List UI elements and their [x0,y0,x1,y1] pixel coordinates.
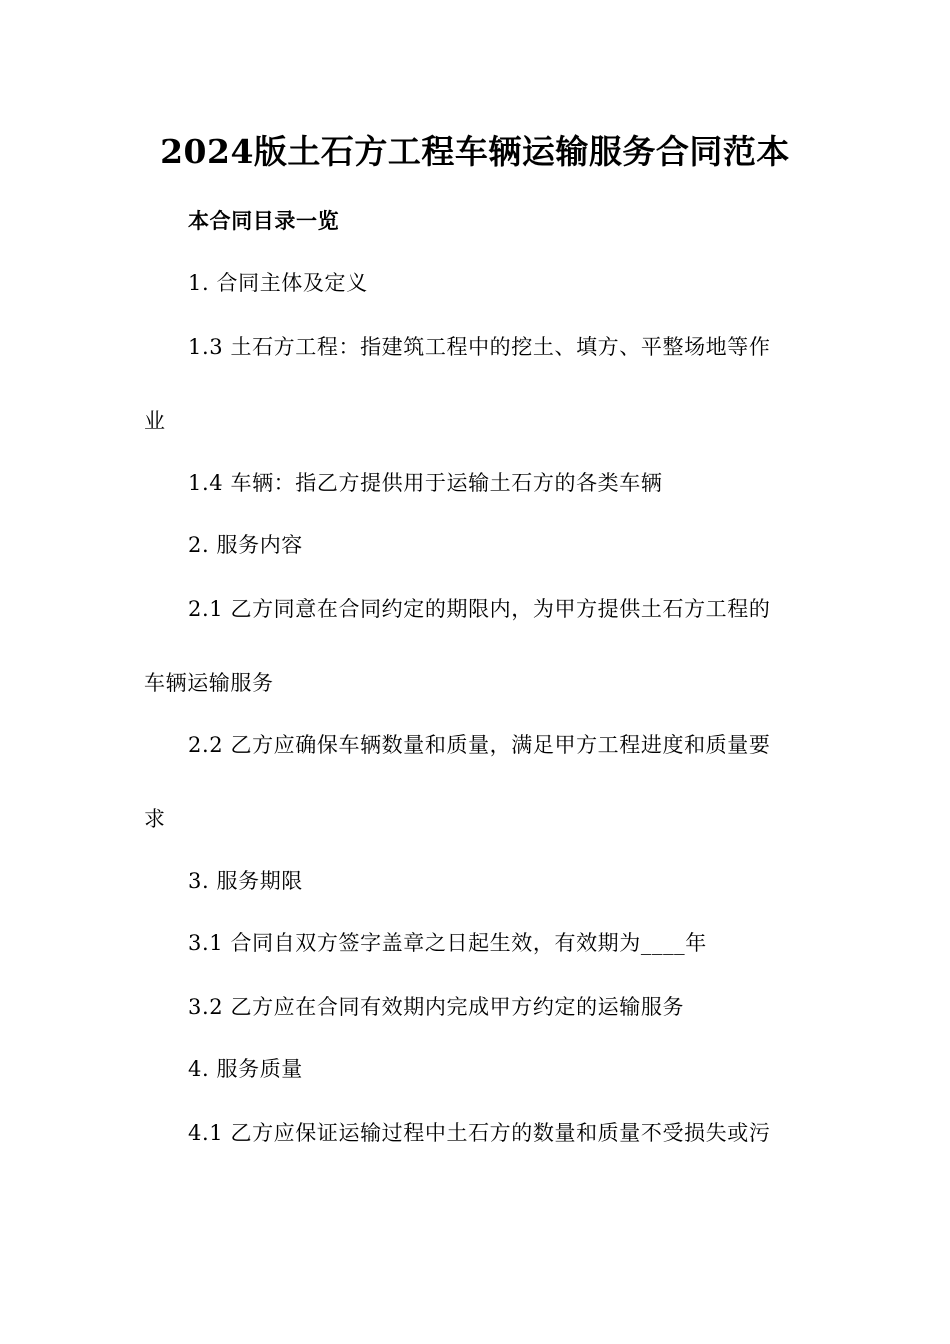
clause-2-2: 2.2 乙方应确保车辆数量和质量，满足甲方工程进度和质量要 [188,733,771,757]
clause-1-4: 1.4 车辆：指乙方提供用于运输土石方的各类车辆 [188,471,663,495]
section-heading-3: 3. 服务期限 [188,869,303,893]
clause-4-1: 4.1 乙方应保证运输过程中土石方的数量和质量不受损失或污 [188,1121,771,1145]
section-heading-4: 4. 服务质量 [188,1057,303,1081]
toc-heading: 本合同目录一览 [188,208,340,233]
clause-3-2: 3.2 乙方应在合同有效期内完成甲方约定的运输服务 [188,995,685,1019]
section-heading-1: 1. 合同主体及定义 [188,271,368,295]
clause-2-1-continued: 车辆运输服务 [144,671,274,695]
clause-1-3-continued: 业 [144,409,166,433]
section-heading-2: 2. 服务内容 [188,533,303,557]
clause-2-1: 2.1 乙方同意在合同约定的期限内，为甲方提供土石方工程的 [188,597,771,621]
clause-1-3: 1.3 土石方工程：指建筑工程中的挖土、填方、平整场地等作 [188,335,771,359]
document-title: 2024版土石方工程车辆运输服务合同范本 [160,132,790,171]
clause-3-1: 3.1 合同自双方签字盖章之日起生效，有效期为____年 [188,931,707,955]
clause-2-2-continued: 求 [144,807,166,831]
